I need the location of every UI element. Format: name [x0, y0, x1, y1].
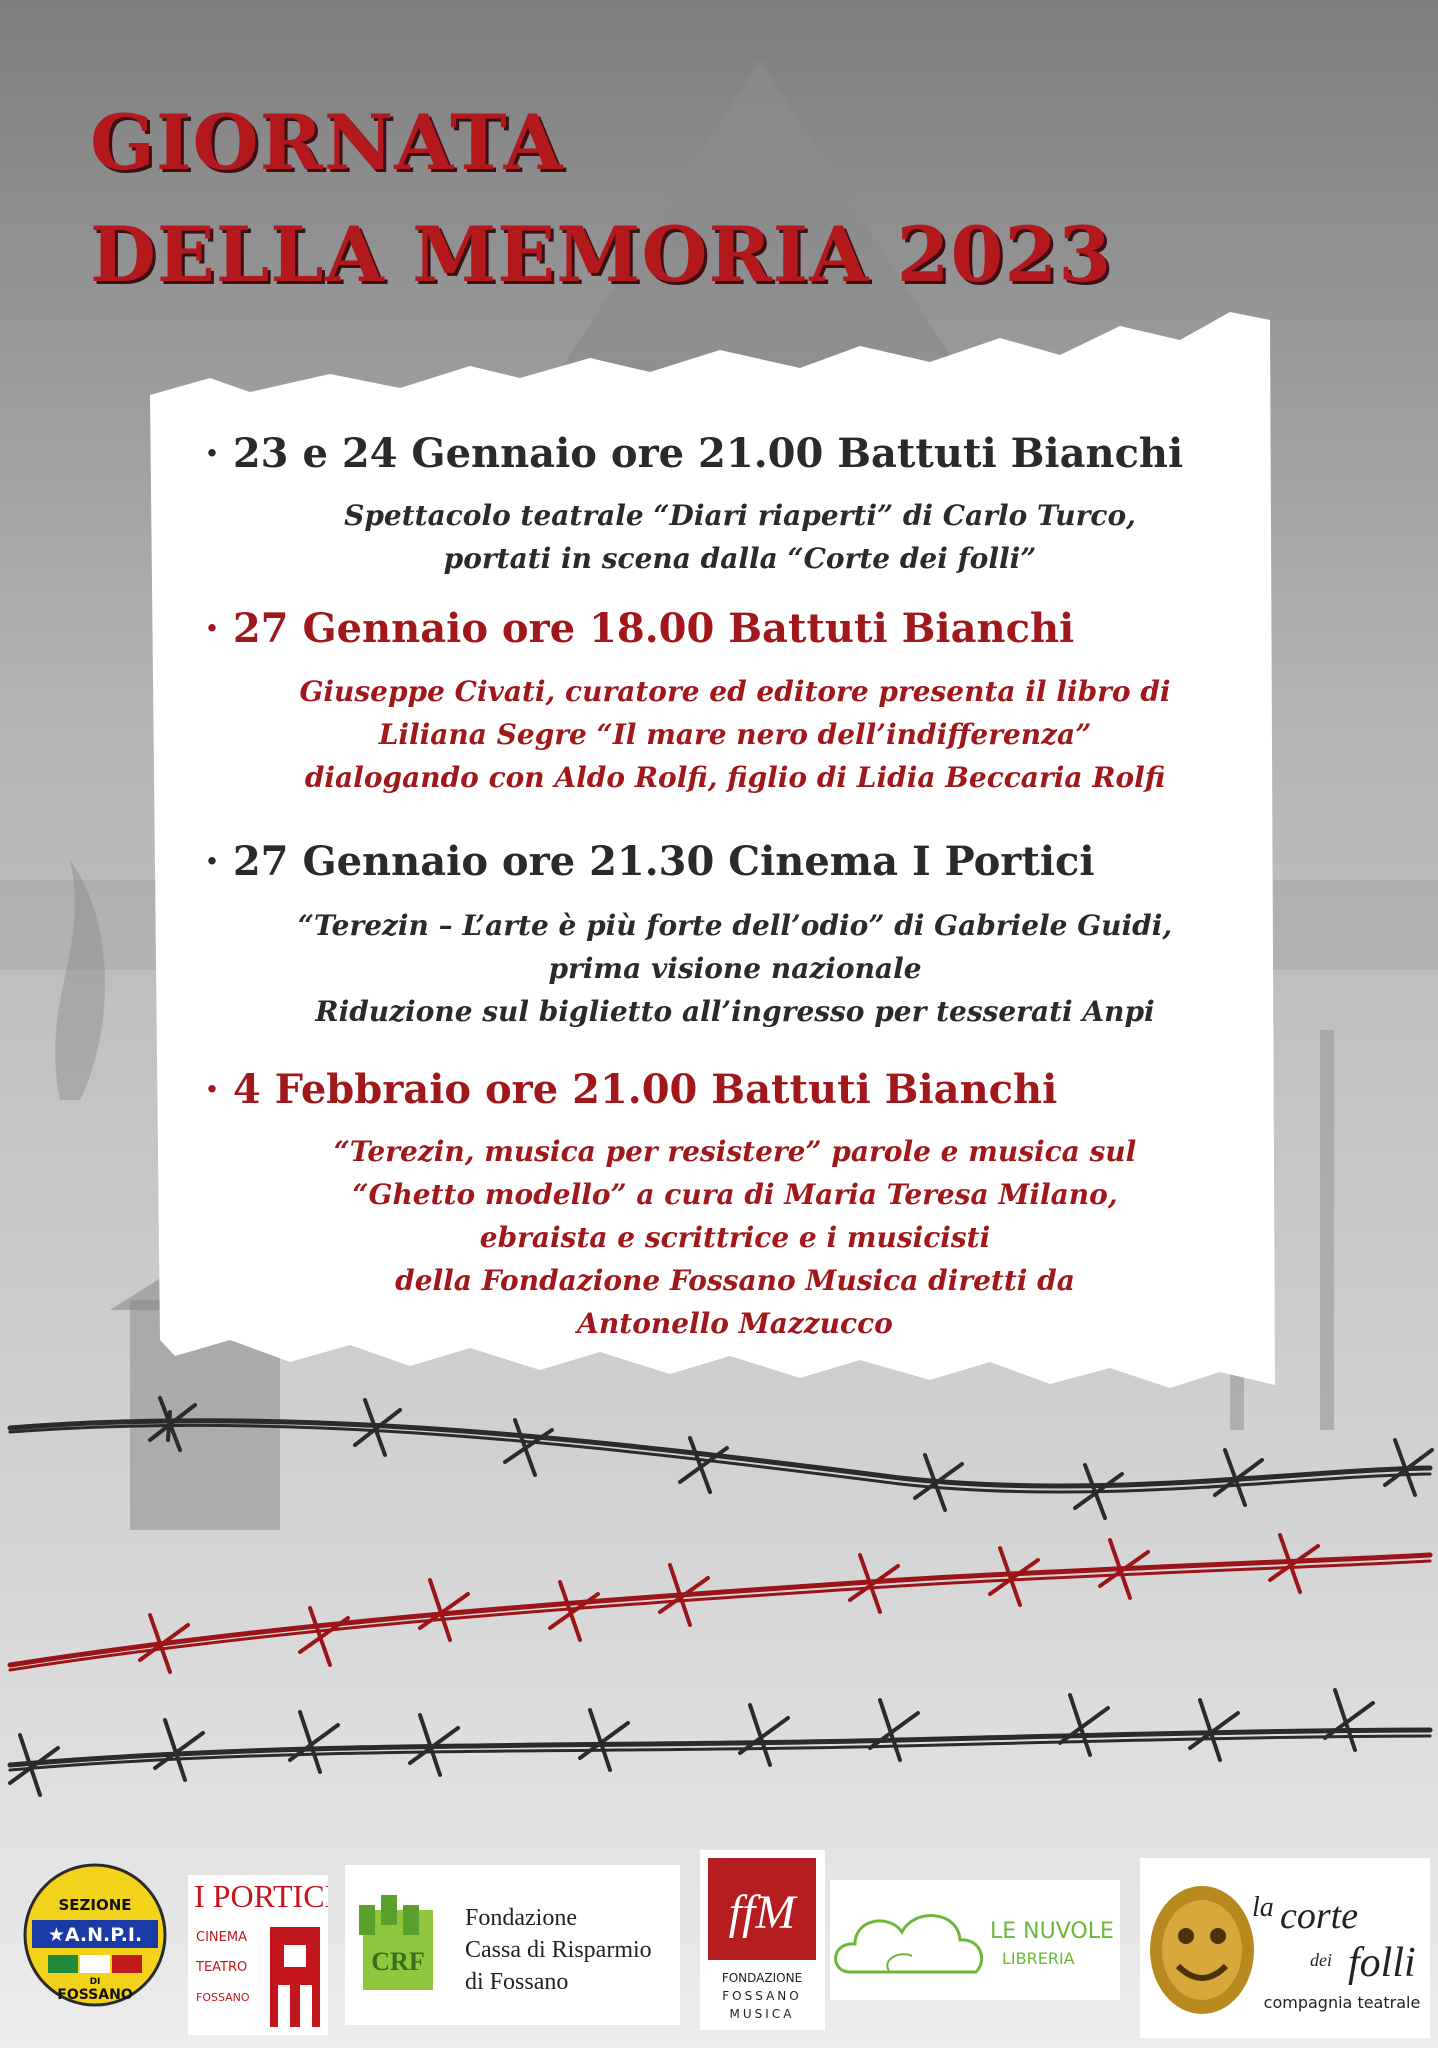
- event-4-heading: · 4 Febbraio ore 21.00 Battuti Bianchi: [205, 1066, 1058, 1113]
- crf-mark: CRF: [371, 1947, 425, 1976]
- fondazione-fossano-musica-logo: [700, 1850, 825, 2030]
- anpi-di-text: DI: [89, 1977, 101, 1987]
- corte-dei-folli-logo: [1140, 1858, 1430, 2038]
- ffm-mark: ffM: [728, 1886, 796, 1939]
- event-4-desc-line: Antonello Mazzucco: [577, 1307, 893, 1340]
- event-3-desc-line: Riduzione sul biglietto all’ingresso per tesserati Anpi: [315, 995, 1155, 1028]
- ffm-line1: FONDAZIONE: [721, 1971, 803, 1985]
- barbed-wire-middle: [10, 1535, 1430, 1672]
- event-2-desc-line: Giuseppe Civati, curatore ed editore presenta il libro di: [299, 675, 1171, 708]
- event-1-heading: · 23 e 24 Gennaio ore 21.00 Battuti Bianchi: [205, 430, 1184, 477]
- anpi-top-text: SEZIONE: [58, 1896, 132, 1914]
- event-2-desc-line: dialogando con Aldo Rolfi, figlio di Lidia Beccaria Rolfi: [304, 761, 1166, 794]
- corte-sub: compagnia teatrale: [1263, 1993, 1421, 2012]
- le-nuvole-libreria-logo: [830, 1880, 1120, 2000]
- poster-title-line2: DELLA MEMORIA 2023: [90, 210, 1113, 299]
- event-2-desc-line: Liliana Segre “Il mare nero dell’indifferenza”: [378, 718, 1092, 751]
- corte-w1: la: [1252, 1892, 1274, 1923]
- portici-title: I PORTICI: [194, 1878, 328, 1914]
- event-4-desc-line: “Terezin, musica per resistere” parole e musica sul: [333, 1135, 1137, 1168]
- ffm-line3: MUSICA: [729, 2007, 795, 2021]
- crf-line1: Fondazione: [465, 1905, 577, 1931]
- nuvole-line1: LE NUVOLE: [990, 1919, 1114, 1944]
- corte-w3: dei: [1310, 1950, 1332, 1970]
- crf-line3: di Fossano: [465, 1969, 569, 1995]
- anpi-logo: [20, 1860, 170, 2010]
- ffm-line2: FOSSANO: [722, 1989, 802, 2003]
- poster-title-line1: GIORNATA: [90, 98, 564, 187]
- portici-sub2: TEATRO: [196, 1960, 248, 1975]
- event-2-heading: · 27 Gennaio ore 18.00 Battuti Bianchi: [205, 605, 1075, 652]
- event-4-desc-line: “Ghetto modello” a cura di Maria Teresa Milano,: [352, 1178, 1118, 1211]
- event-4-desc-line: della Fondazione Fossano Musica diretti da: [395, 1264, 1075, 1297]
- barbed-wire-bottom: [10, 1690, 1430, 1795]
- crf-line2: Cassa di Risparmio: [465, 1937, 652, 1963]
- barbed-wire-top: [10, 1398, 1432, 1518]
- corte-w4: folli: [1348, 1940, 1416, 1986]
- anpi-main-text: ★A.N.P.I.: [47, 1924, 143, 1946]
- nuvole-line2: LIBRERIA: [1002, 1949, 1075, 1968]
- event-3-heading: · 27 Gennaio ore 21.30 Cinema I Portici: [205, 838, 1095, 885]
- event-4-desc-line: ebraista e scrittrice e i musicisti: [479, 1221, 991, 1254]
- event-1-desc-line: Spettacolo teatrale “Diari riaperti” di Carlo Turco,: [344, 499, 1136, 532]
- corte-w2: corte: [1280, 1895, 1359, 1937]
- portici-sub3: FOSSANO: [196, 1991, 250, 2004]
- fondazione-crf-logo: [345, 1865, 680, 2025]
- portici-sub1: CINEMA: [196, 1930, 247, 1945]
- event-1-desc-line: portati in scena dalla “Corte dei folli”: [443, 542, 1037, 575]
- event-3-desc-line: prima visione nazionale: [548, 952, 922, 985]
- anpi-city-text: FOSSANO: [57, 1987, 133, 2003]
- i-portici-logo: [188, 1875, 328, 2035]
- event-3-desc-line: “Terezin – L’arte è più forte dell’odio” di Gabriele Guidi,: [297, 909, 1173, 942]
